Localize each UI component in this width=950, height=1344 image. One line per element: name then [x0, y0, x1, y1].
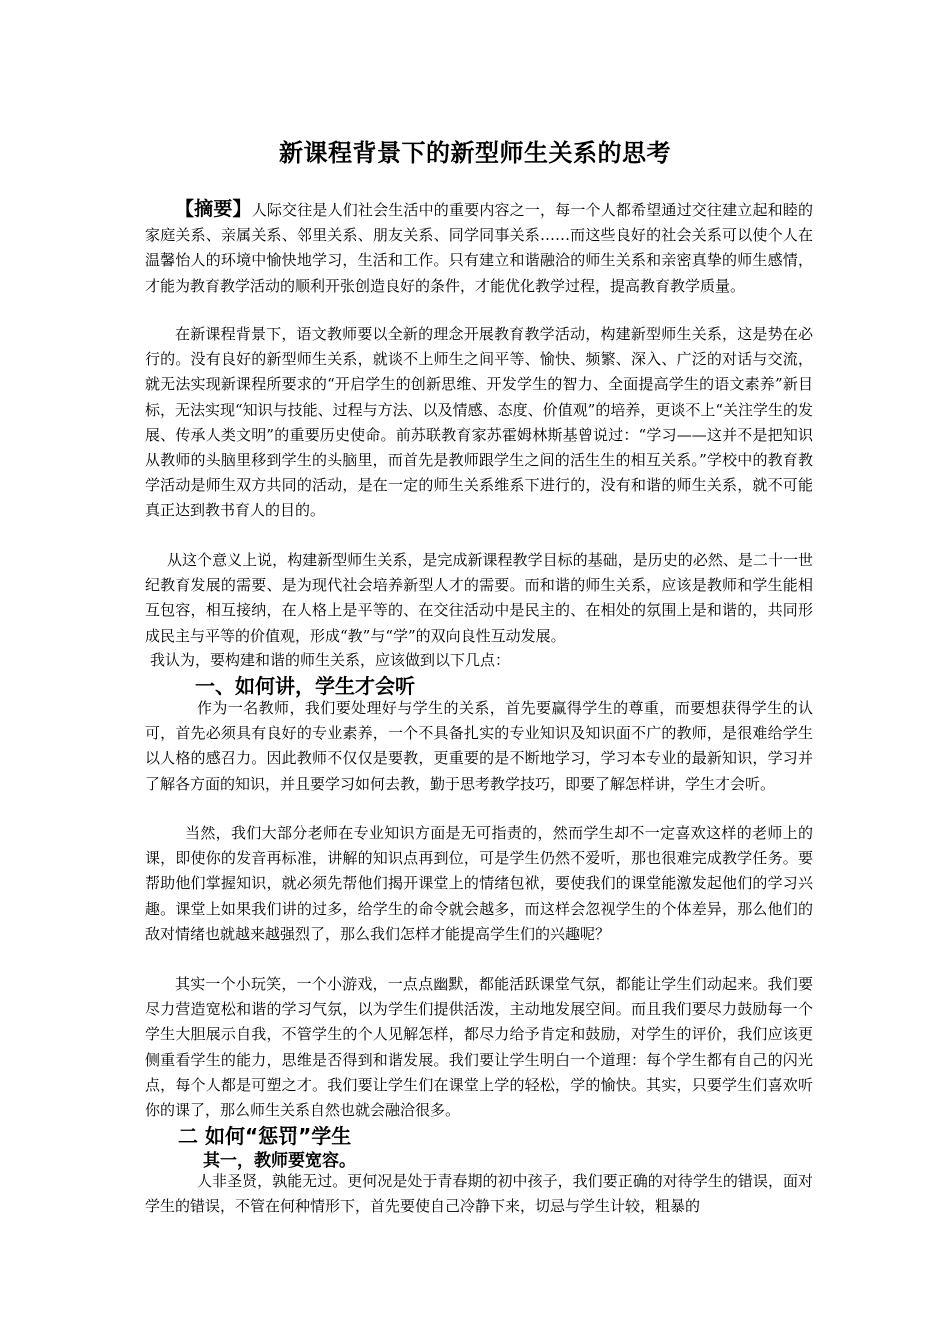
section-2-text-1: 人非圣贤，孰能无过。更何况是处于青春期的初中孩子，我们要正确的对待学生的错误，面对学生的错误，不管在何种情形下，首先要使自己冷静下来，切忌与学生计较，粗暴的	[145, 1172, 813, 1216]
section-1-heading: 一、如何讲，学生才会听	[195, 674, 415, 698]
intro-text-3: 我认为，要构建和谐的师生关系，应该做到以下几点：	[150, 651, 511, 669]
section-2-paragraph-1	[145, 1169, 813, 1219]
section-1-paragraph-2	[145, 821, 813, 947]
section-1-text-2: 当然，我们大部分老师在专业知识方面是无可指责的，然而学生却不一定喜欢这样的老师上的课，即使你的发音再标准，讲解的知识点再到位，可是学生仍然不爱听，那也很难完成教学任务。要帮助他们掌握知识，就必须先帮他们揭开课堂上的情绪包袱，要使我们的课堂能激发起他们的学习兴趣。课堂上如果我们讲的过多，给学生的命令就会越多，而这样会忽视学生的个体差异，那么他们的敌对情绪也就越来越强烈了，那么我们怎样才能提高学生们的兴趣呢？	[145, 824, 813, 943]
section-2-subheading-1: 其一，教师要宽容。	[203, 1151, 356, 1171]
intro-paragraph-2	[145, 548, 813, 649]
intro-paragraph-1	[145, 322, 813, 524]
section-1-paragraph-3	[145, 972, 813, 1123]
abstract-paragraph	[145, 197, 813, 299]
section-1-text-3: 其实一个小玩笑，一个小游戏，一点点幽默，都能活跃课堂气氛，都能让学生们动起来。我们要尽力营造宽松和谐的学习气氛，以为学生们提供活泼，主动地发展空间。而且我们要尽力鼓励每一个学生大胆展示自我，不管学生的个人见解怎样，都尽力给予肯定和鼓励，对学生的评价，我们应该更侧重看学生的能力，思维是否得到和谐发展。我们要让学生明白一个道理：每个学生都有自己的闪光点，每个人都是可塑之才。我们要让学生们在课堂上学的轻松，学的愉快。其实，只要学生们喜欢听你的课了，那么师生关系自然也就会融洽很多。	[145, 975, 813, 1120]
intro-text-1: 在新课程背景下，语文教师要以全新的理念开展教育教学活动，构建新型师生关系，这是势在必行的。没有良好的新型师生关系，就谈不上师生之间平等、愉快、频繁、深入、广泛的对话与交流，就无法实现新课程所要求的“开启学生的创新思维、开发学生的智力、全面提高学生的语文素养”新目标，无法实现“知识与技能、过程与方法、以及情感、态度、价值观”的培养，更谈不上“关注学生的发展、传承人类文明”的重要历史使命。前苏联教育家苏霍姆林斯基曾说过：“学习——这并不是把知识从教师的头脑里移到学生的头脑里，而首先是教师跟学生之间的活生生的相互关系。”学校中的教育教学活动是师生双方共同的活动，是在一定的师生关系维系下进行的，没有和谐的师生关系，就不可能真正达到教书育人的目的。	[145, 325, 814, 520]
section-1-text-1: 作为一名教师，我们要处理好与学生的关系，首先要赢得学生的尊重，而要想获得学生的认可，首先必须具有良好的专业素养，一个不具备扎实的专业知识及知识面不广的教师，是很难给学生以人格的感召力。因此教师不仅仅是要教，更重要的是不断地学习，学习本专业的最新知识，学习并了解各方面的知识，并且要学习如何去教，勤于思考教学技巧，即要了解怎样讲，学生才会听。	[145, 699, 813, 793]
intro-text-2: 从这个意义上说，构建新型师生关系，是完成新课程教学目标的基础，是历史的必然、是二十一世纪教育发展的需要、是为现代社会培养新型人才的需要。而和谐的师生关系，应该是教师和学生能相互包容，相互接纳，在人格上是平等的、在交往活动中是民主的、在相处的氛围上是和谐的，共同形成民主与平等的价值观，形成“教”与“学”的双向良性互动发展。	[145, 551, 813, 645]
document-title: 新课程背景下的新型师生关系的思考	[279, 138, 671, 167]
abstract-label: 【摘要】	[175, 198, 252, 220]
section-1-paragraph-1	[145, 696, 813, 797]
abstract-text: 人际交往是人们社会生活中的重要内容之一，每一个人都希望通过交往建立起和睦的家庭关系、亲属关系、邻里关系、朋友关系、同学同事关系……而这些良好的社会关系可以使个人在温馨怡人的环境中愉快地学习，生活和工作。只有建立和谐融洽的师生关系和亲密真挚的师生感情，才能为教育教学活动的顺利开张创造良好的条件，才能优化教学过程，提高教育教学质量。	[145, 201, 813, 295]
section-2-heading: 二 如何“惩罚”学生	[178, 1124, 352, 1148]
